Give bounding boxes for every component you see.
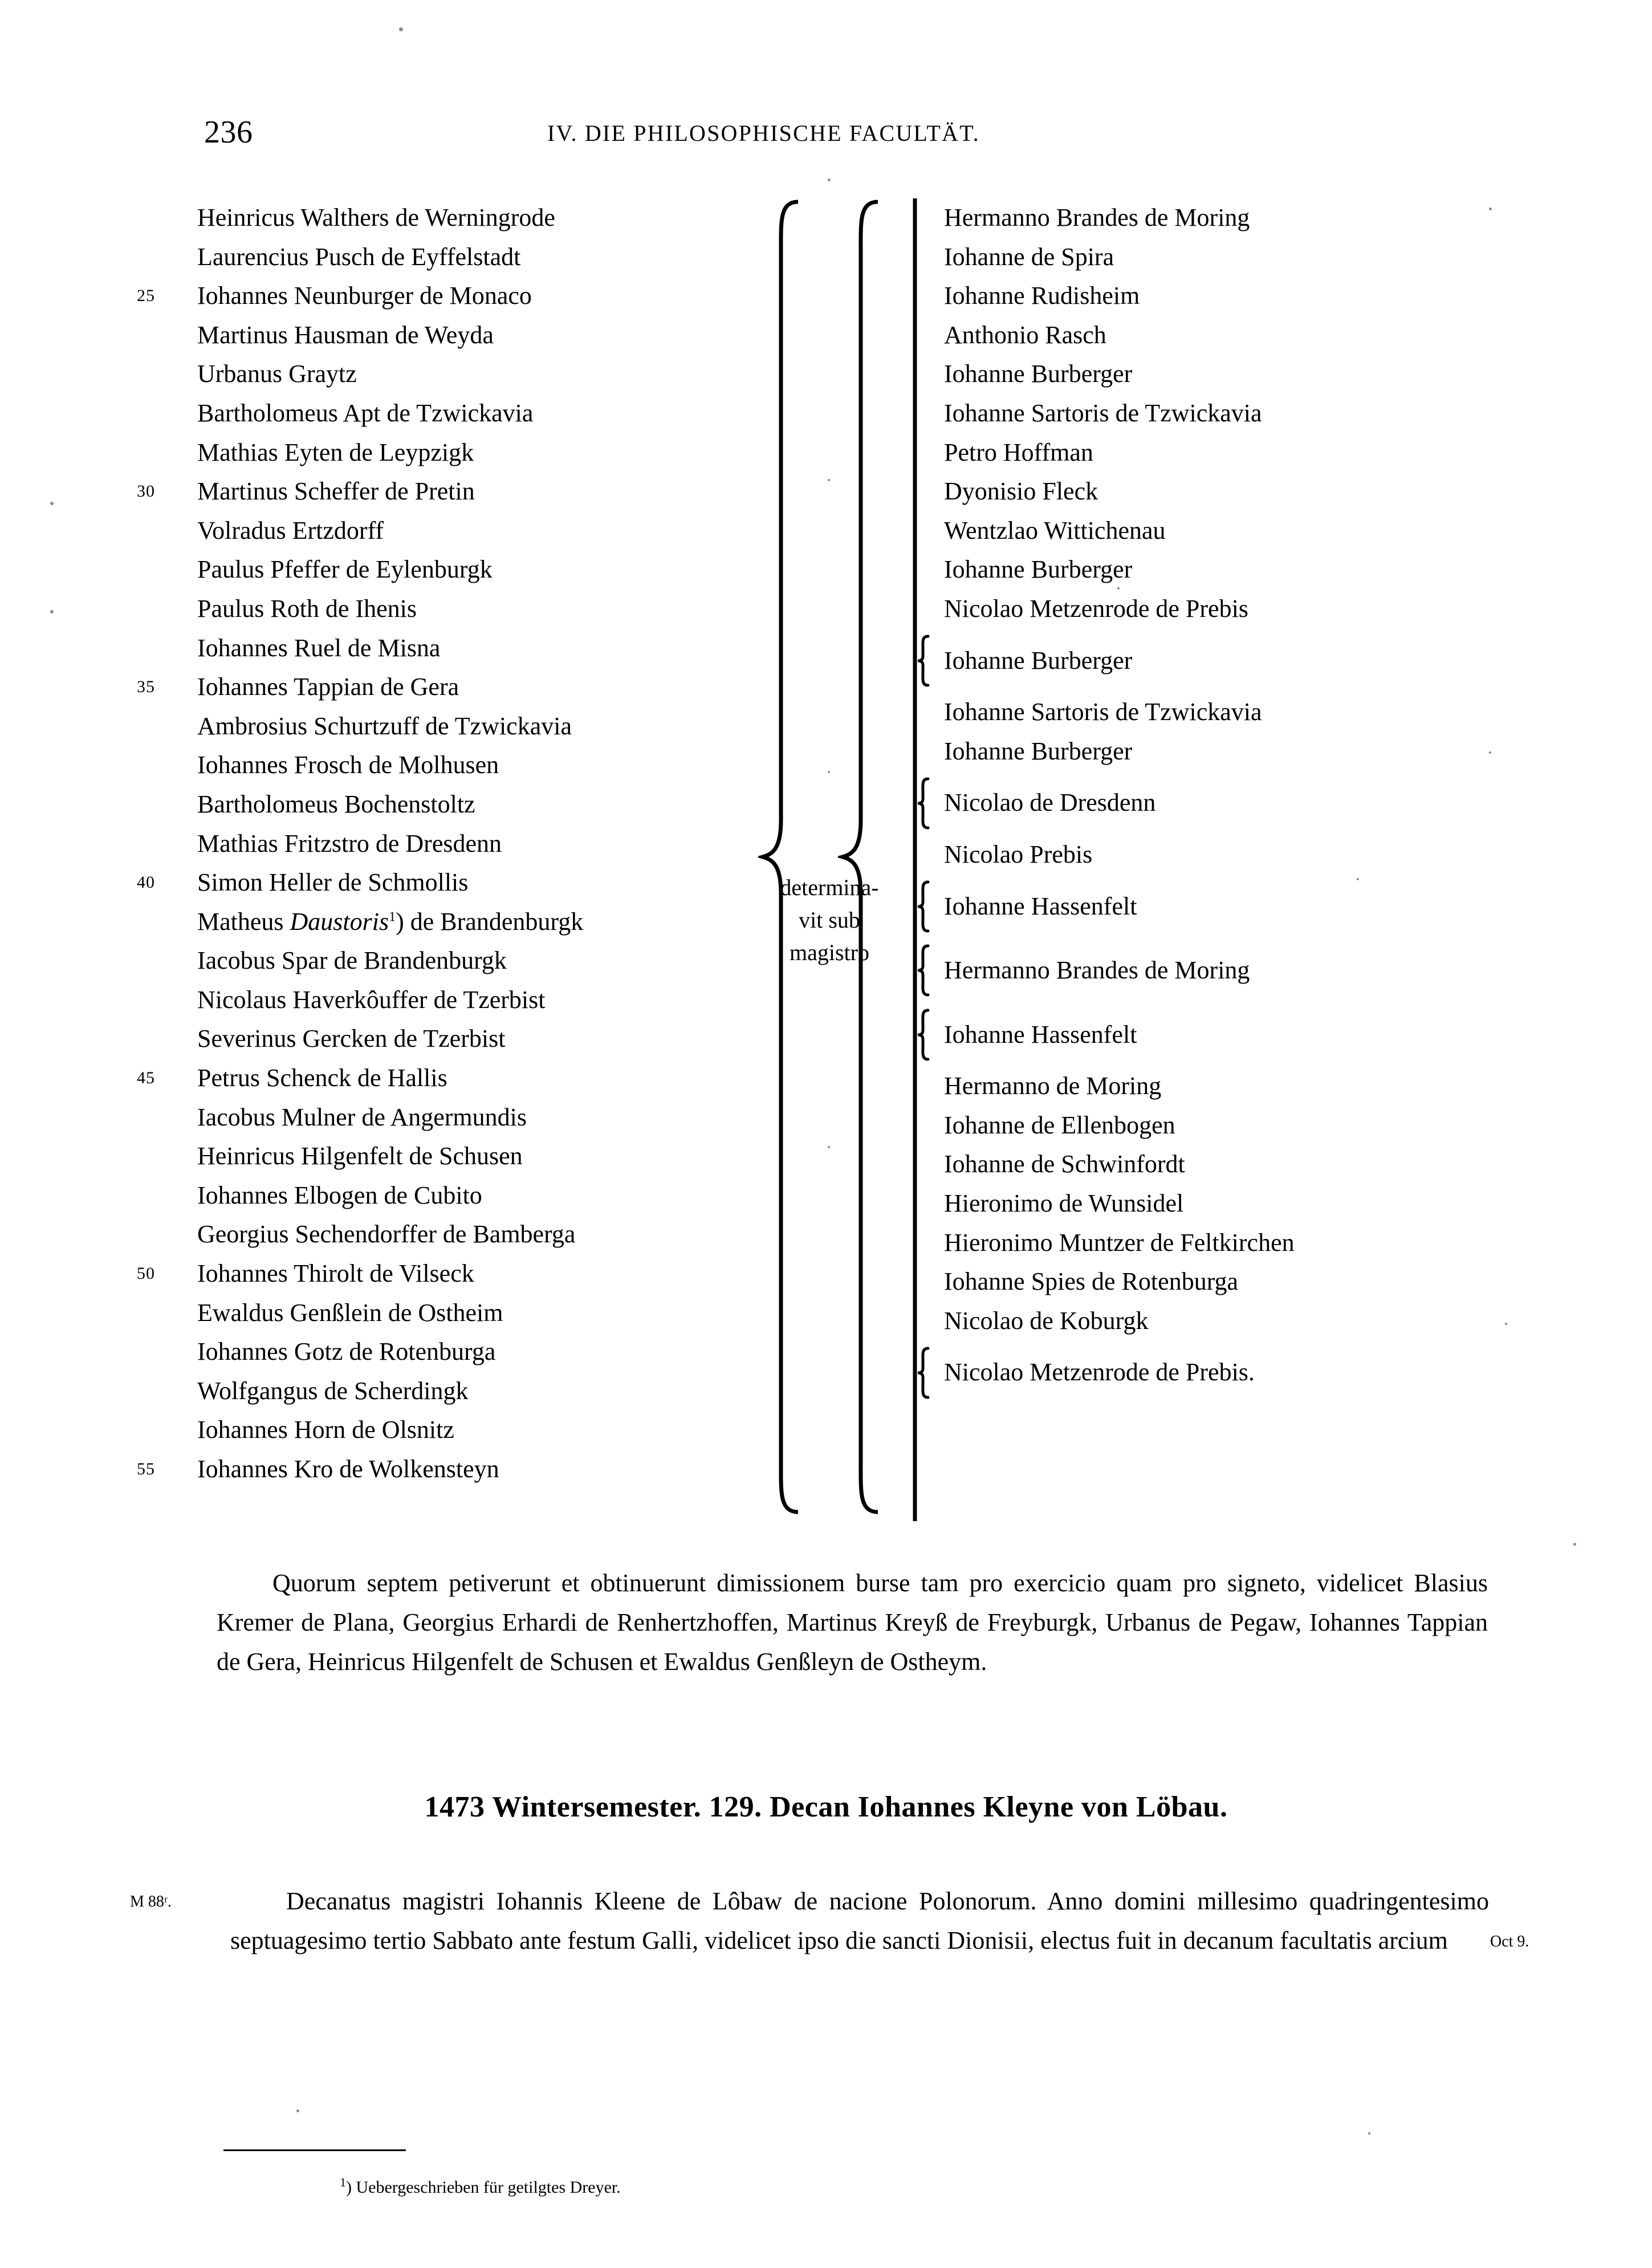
entry-line-number: 40 — [137, 873, 155, 892]
entry-name: Mathias Fritzstro de Dresdenn — [197, 829, 502, 857]
left-register-entry — [171, 1411, 752, 1450]
entry-name: Iohanne de Schwinfordt — [944, 1150, 1185, 1178]
left-register-entry — [171, 590, 752, 629]
right-brace-icon — [838, 198, 906, 1515]
entry-name: Paulus Pfeffer de Eylenburgk — [197, 555, 493, 584]
left-register-entry — [171, 1019, 752, 1059]
determinavit-bracket-column — [758, 198, 901, 1515]
entry-name: Iohanne Burberger — [944, 646, 1133, 674]
entry-name: Nicolao de Dresdenn — [944, 788, 1156, 817]
footnote-marker: 1 — [340, 2175, 346, 2189]
scan-artifact — [828, 178, 831, 181]
entry-name: Iohannes Frosch de Molhusen — [197, 751, 499, 779]
left-register-entry — [171, 433, 752, 473]
scan-artifact — [50, 502, 54, 505]
entry-line-number: 50 — [137, 1264, 155, 1283]
determinavit-line-3: magistro — [790, 940, 869, 965]
entry-line-number: 25 — [137, 286, 155, 306]
left-register-entry — [171, 824, 752, 864]
scan-artifact — [50, 610, 54, 613]
left-register-entry — [171, 550, 752, 590]
right-register-entry — [912, 732, 1516, 771]
footnote-rule — [223, 2149, 406, 2151]
left-register-entry — [171, 511, 752, 551]
entry-line-number: 45 — [137, 1068, 155, 1088]
right-register-entry — [912, 835, 1516, 875]
entry-name: Matheus Daustoris$^1$) de Brandenburgk — [197, 907, 584, 936]
left-register-entry — [171, 1294, 752, 1333]
entry-name: Wolfgangus de Scherdingk — [197, 1376, 469, 1405]
entry-name: Hermanno de Moring — [944, 1072, 1162, 1100]
matriculation-register — [0, 198, 1652, 1533]
section-heading: 1473 Wintersemester. 129. Decan Iohannes Kleyne von Löbau. — [424, 1791, 1228, 1823]
running-head — [0, 114, 1652, 154]
entry-name: Iohanne Hassenfelt — [944, 892, 1137, 920]
right-register-entry — [912, 1015, 1516, 1055]
entry-spacer — [912, 990, 1516, 1003]
entry-name: Heinricus Walthers de Werningrode — [197, 204, 555, 231]
entry-name: Iohannes Kro de Wolkensteyn — [197, 1455, 499, 1483]
footnote-text: ) Uebergeschrieben für getilgtes Dreyer. — [346, 2178, 621, 2197]
left-register-entry — [171, 707, 752, 746]
left-register-entry — [171, 1215, 752, 1254]
entry-name: Volradus Ertzdorff — [197, 516, 384, 544]
left-register-entry — [171, 981, 752, 1020]
entry-name: Iohanne Hassenfelt — [944, 1020, 1137, 1048]
right-register-entry — [912, 590, 1516, 629]
left-register-entry — [137, 668, 752, 707]
entry-name: Mathias Eyten de Leypzigk — [197, 438, 474, 466]
right-register-entry — [912, 1067, 1516, 1106]
entry-name: Nicolao Metzenrode de Prebis — [944, 594, 1248, 623]
right-register-entry — [912, 316, 1516, 355]
entry-name: Petrus Schenck de Hallis — [197, 1064, 447, 1092]
right-register-entry — [912, 1106, 1516, 1145]
determinavit-line-2: vit sub — [799, 907, 860, 933]
right-register-entry — [912, 1353, 1516, 1392]
entry-name: Iacobus Spar de Brandenburgk — [197, 946, 507, 975]
left-register-entry — [137, 1059, 752, 1098]
entry-name: Iacobus Mulner de Angermundis — [197, 1103, 527, 1131]
left-register-entry — [137, 472, 752, 511]
entry-spacer — [912, 629, 1516, 641]
left-register-entry — [171, 394, 752, 433]
entry-name: Martinus Hausman de Weyda — [197, 320, 494, 349]
entry-name: Iohannes Elbogen de Cubito — [197, 1181, 482, 1209]
entry-name: Iohanne Sartoris de Tzwickavia — [944, 399, 1262, 427]
right-register-entry — [912, 238, 1516, 277]
scan-artifact — [828, 1146, 830, 1148]
entry-name: Hermanno Brandes de Moring — [944, 204, 1250, 231]
entry-spacer — [912, 938, 1516, 951]
scan-artifact — [1117, 587, 1120, 590]
entry-name: Georgius Sechendorffer de Bamberga — [197, 1220, 576, 1249]
entry-name: Simon Heller de Schmollis — [197, 868, 469, 897]
entry-name: Hieronimo Muntzer de Feltkirchen — [944, 1228, 1295, 1257]
entry-name: Heinricus Hilgenfelt de Schusen — [197, 1142, 523, 1170]
entry-spacer — [912, 875, 1516, 887]
left-register-entry — [171, 746, 752, 785]
entry-name: Nicolaus Haverkôuffer de Tzerbist — [197, 985, 546, 1014]
scan-artifact — [296, 2110, 299, 2112]
scan-artifact — [1573, 1543, 1576, 1546]
left-register-entry — [171, 1372, 752, 1411]
pairing-brace-icon — [918, 1009, 933, 1061]
right-register-entry — [912, 277, 1516, 316]
entry-spacer — [912, 680, 1516, 693]
left-register-entry — [171, 316, 752, 355]
entry-name: Urbanus Graytz — [197, 360, 357, 388]
entry-spacer — [912, 1340, 1516, 1353]
entry-name: Ewaldus Genßlein de Ostheim — [197, 1298, 503, 1327]
entry-spacer — [912, 1392, 1516, 1405]
left-register-entry — [171, 941, 752, 981]
left-register-entry — [171, 355, 752, 394]
footnote — [340, 2175, 621, 2197]
left-register-entry — [171, 629, 752, 668]
right-register-entry — [912, 198, 1516, 238]
running-title: IV. DIE PHILOSOPHISCHE FACULTÄT. — [547, 120, 980, 146]
entry-spacer — [912, 771, 1516, 783]
pairing-brace-icon — [918, 880, 933, 933]
left-register-entry — [171, 785, 752, 824]
left-register-entry — [137, 277, 752, 316]
entry-name: Bartholomeus Bochenstoltz — [197, 790, 475, 818]
decanatus-paragraph: Decanatus magistri Iohannis Kleene de Lôbaw de nacione Polonorum. Anno domini millesimo quadringentesimo septuagesimo tertio Sabbato ante festum Galli, videlicet ipso die sancti Dionisii, electus fuit in decanum facultatis arcium — [230, 1887, 1489, 1954]
pairing-brace-icon — [918, 1347, 933, 1399]
entry-name: Severinus Gercken de Tzerbist — [197, 1025, 506, 1053]
entry-spacer — [912, 823, 1516, 835]
entry-name: Anthonio Rasch — [944, 320, 1106, 349]
entry-name: Ambrosius Schurtzuff de Tzwickavia — [197, 712, 572, 740]
right-register-entry — [912, 641, 1516, 681]
entry-name: Nicolao de Koburgk — [944, 1306, 1149, 1335]
left-register-entry — [137, 1450, 752, 1489]
entry-name: Iohannes Thirolt de Vilseck — [197, 1259, 474, 1288]
right-register-entry — [912, 1302, 1516, 1341]
right-register-entry — [912, 951, 1516, 990]
entry-name: Iohanne Rudisheim — [944, 282, 1140, 310]
scan-artifact — [828, 479, 830, 481]
left-register-entry — [137, 863, 752, 903]
entry-name: Hermanno Brandes de Moring — [944, 956, 1250, 985]
entry-name: Iohanne Burberger — [944, 360, 1133, 388]
right-register-entry — [912, 887, 1516, 926]
quorum-paragraph: Quorum septem petiverunt et obtinuerunt dimissionem burse tam pro exercicio quam pro signeto, videlicet Blasius Kremer de Plana, Georgius Erhardi de Renhertzhoffen, Martinus Kreyß de Freyburgk, Urbanus de Pegaw, Iohannes Tappian de Gera, Heinricus Hilgenfelt de Schusen et Ewaldus Genßleyn de Ostheym. — [217, 1569, 1488, 1676]
footnote-reference-icon: 1 — [389, 909, 396, 925]
entry-name: Iohanne de Spira — [944, 242, 1114, 271]
scan-artifact — [399, 27, 403, 31]
entry-line-number: 30 — [137, 482, 155, 501]
entry-name: Martinus Scheffer de Pretin — [197, 477, 475, 506]
pairing-brace-icon — [918, 777, 933, 830]
left-register-entry — [171, 1098, 752, 1137]
entry-line-number: 35 — [137, 677, 155, 697]
right-register-entry — [912, 472, 1516, 511]
entry-line-number: 55 — [137, 1460, 155, 1478]
entry-name-emendation: Daustoris — [290, 907, 389, 936]
scan-artifact — [1489, 751, 1491, 754]
right-register-entry — [912, 783, 1516, 823]
right-register-entry — [912, 1262, 1516, 1302]
entry-name: Dyonisio Fleck — [944, 477, 1098, 506]
left-register-entry — [171, 1332, 752, 1372]
left-register-entry — [171, 903, 752, 942]
entry-name: Nicolao Prebis — [944, 840, 1093, 868]
entry-name: Bartholomeus Apt de Tzwickavia — [197, 399, 534, 427]
right-register-entry — [912, 511, 1516, 551]
right-register-entry — [912, 1184, 1516, 1224]
page-number: 236 — [204, 115, 253, 150]
scan-artifact — [1505, 1323, 1507, 1325]
right-register-entry — [912, 433, 1516, 473]
entry-name: Iohanne Burberger — [944, 737, 1133, 765]
entry-spacer — [912, 926, 1516, 938]
entry-name: Iohanne Sartoris de Tzwickavia — [944, 698, 1262, 726]
pairing-brace-icon — [918, 944, 933, 997]
entry-name: Paulus Roth de Ihenis — [197, 594, 417, 623]
right-register-entry — [912, 1145, 1516, 1184]
entry-spacer — [912, 1003, 1516, 1015]
left-register-entry — [171, 238, 752, 277]
right-register-entry — [912, 355, 1516, 394]
left-register-entry — [171, 1137, 752, 1176]
entry-name: Laurencius Pusch de Eyffelstadt — [197, 242, 521, 271]
left-brace-icon — [758, 198, 827, 1515]
right-register-entry — [912, 1224, 1516, 1263]
scan-artifact — [1489, 208, 1492, 210]
left-name-column — [137, 198, 752, 1489]
margin-note-manuscript: M 88ʳ. — [130, 1893, 172, 1911]
pairing-brace-icon — [918, 635, 933, 687]
entry-spacer — [912, 1054, 1516, 1067]
margin-note-date: Oct 9. — [1490, 1933, 1529, 1950]
entry-name: Iohannes Horn de Olsnitz — [197, 1416, 454, 1444]
entry-name: Hieronimo de Wunsidel — [944, 1189, 1184, 1218]
right-register-entry — [912, 550, 1516, 590]
left-register-entry — [137, 1254, 752, 1294]
entry-name: Iohanne Burberger — [944, 555, 1133, 584]
entry-name: Iohanne Spies de Rotenburga — [944, 1267, 1239, 1296]
determinavit-line-1: determina- — [780, 875, 879, 900]
scan-artifact — [1368, 2132, 1370, 2135]
right-register-entry — [912, 693, 1516, 732]
entry-name: Iohannes Ruel de Misna — [197, 633, 441, 662]
scan-artifact — [1357, 878, 1359, 880]
entry-name: Petro Hoffman — [944, 438, 1093, 466]
entry-name: Iohannes Gotz de Rotenburga — [197, 1338, 496, 1366]
scan-artifact — [828, 771, 830, 773]
entry-name: Nicolao Metzenrode de Prebis. — [944, 1358, 1255, 1387]
entry-name: Iohannes Neunburger de Monaco — [197, 282, 532, 310]
right-register-entry — [912, 394, 1516, 433]
left-register-entry — [171, 198, 752, 238]
entry-name: Iohanne de Ellenbogen — [944, 1111, 1175, 1139]
entry-name: Wentzlao Wittichenau — [944, 516, 1166, 544]
left-register-entry — [171, 1176, 752, 1216]
entry-name: Iohannes Tappian de Gera — [197, 673, 459, 701]
